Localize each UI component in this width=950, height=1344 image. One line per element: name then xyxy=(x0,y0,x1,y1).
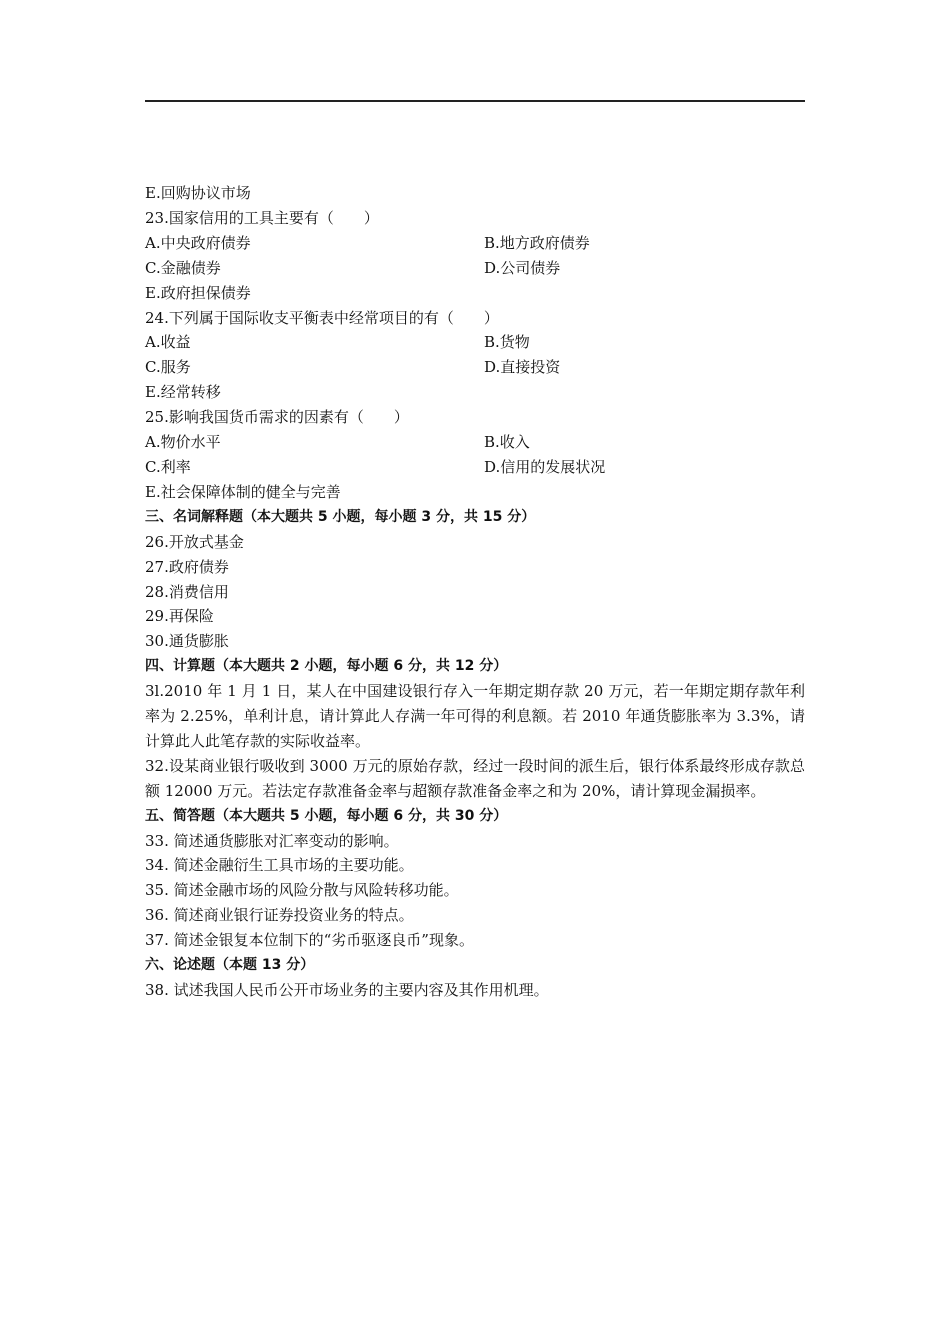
question-25: 25.影响我国货币需求的因素有（ ） xyxy=(145,408,409,427)
section-5-heading: 五、简答题（本大题共 5 小题，每小题 6 分，共 30 分） xyxy=(145,807,508,824)
header-rule xyxy=(145,100,805,102)
options-row xyxy=(145,256,805,281)
option: D.公司债券 xyxy=(484,258,561,277)
option: B.货物 xyxy=(484,333,530,352)
option: E.社会保障体制的健全与完善 xyxy=(145,482,341,501)
option: E.政府担保债券 xyxy=(145,283,251,302)
question-32: 32.设某商业银行吸收到 3000 万元的原始存款，经过一段时间的派生后，银行体系最终形成存款总额 12000 万元。若法定存款准备金率与超额存款准备金率之和为 20%，请计算现金漏损率。 xyxy=(145,756,805,800)
option: A.中央政府债券 xyxy=(145,233,251,252)
section-3-heading: 三、名词解释题（本大题共 5 小题，每小题 3 分，共 15 分） xyxy=(145,508,536,525)
option: A.收益 xyxy=(145,333,191,352)
term-item: 27.政府债券 xyxy=(145,557,229,576)
question-31: 3l.2010 年 1 月 1 日，某人在中国建设银行存入一年期定期存款 20 万元，若一年期定期存款年利率为 2.25%，单利计息，请计算此人存满一年可得的利息额。若 2010 年通货膨胀率为 3.3%，请计算此人此笔存款的实际收益率。 xyxy=(145,682,805,750)
term-item: 26.开放式基金 xyxy=(145,532,244,551)
options-row xyxy=(145,430,805,455)
exam-content xyxy=(145,181,805,1003)
options-row xyxy=(145,231,805,256)
options-row xyxy=(145,330,805,355)
option: A.物价水平 xyxy=(145,433,221,452)
term-item: 28.消费信用 xyxy=(145,582,229,601)
option: D.信用的发展状况 xyxy=(484,457,606,476)
question-23: 23.国家信用的工具主要有（ ） xyxy=(145,208,379,227)
term-item: 30.通货膨胀 xyxy=(145,632,229,651)
short-answer-item: 35. 简述金融市场的风险分散与风险转移功能。 xyxy=(145,881,459,900)
essay-item: 38. 试述我国人民币公开市场业务的主要内容及其作用机理。 xyxy=(145,981,549,999)
option: B.收入 xyxy=(484,433,530,452)
option-e-q22: E.回购协议市场 xyxy=(145,184,251,202)
option: C.服务 xyxy=(145,358,191,377)
option: C.利率 xyxy=(145,457,191,476)
term-item: 29.再保险 xyxy=(145,607,214,626)
section-4-heading: 四、计算题（本大题共 2 小题，每小题 6 分，共 12 分） xyxy=(145,658,508,675)
option: B.地方政府债券 xyxy=(484,233,590,252)
section-6-heading: 六、论述题（本题 13 分） xyxy=(145,957,315,974)
options-row xyxy=(145,355,805,380)
short-answer-item: 34. 简述金融衍生工具市场的主要功能。 xyxy=(145,856,414,875)
short-answer-item: 33. 简述通货膨胀对汇率变动的影响。 xyxy=(145,831,399,850)
option: E.经常转移 xyxy=(145,383,221,402)
question-24: 24.下列属于国际收支平衡表中经常项目的有（ ） xyxy=(145,308,499,327)
options-row xyxy=(145,455,805,480)
option: C.金融债券 xyxy=(145,258,221,277)
option: D.直接投资 xyxy=(484,358,561,377)
short-answer-item: 37. 简述金银复本位制下的“劣币驱逐良币”现象。 xyxy=(145,931,474,950)
short-answer-item: 36. 简述商业银行证券投资业务的特点。 xyxy=(145,906,414,925)
